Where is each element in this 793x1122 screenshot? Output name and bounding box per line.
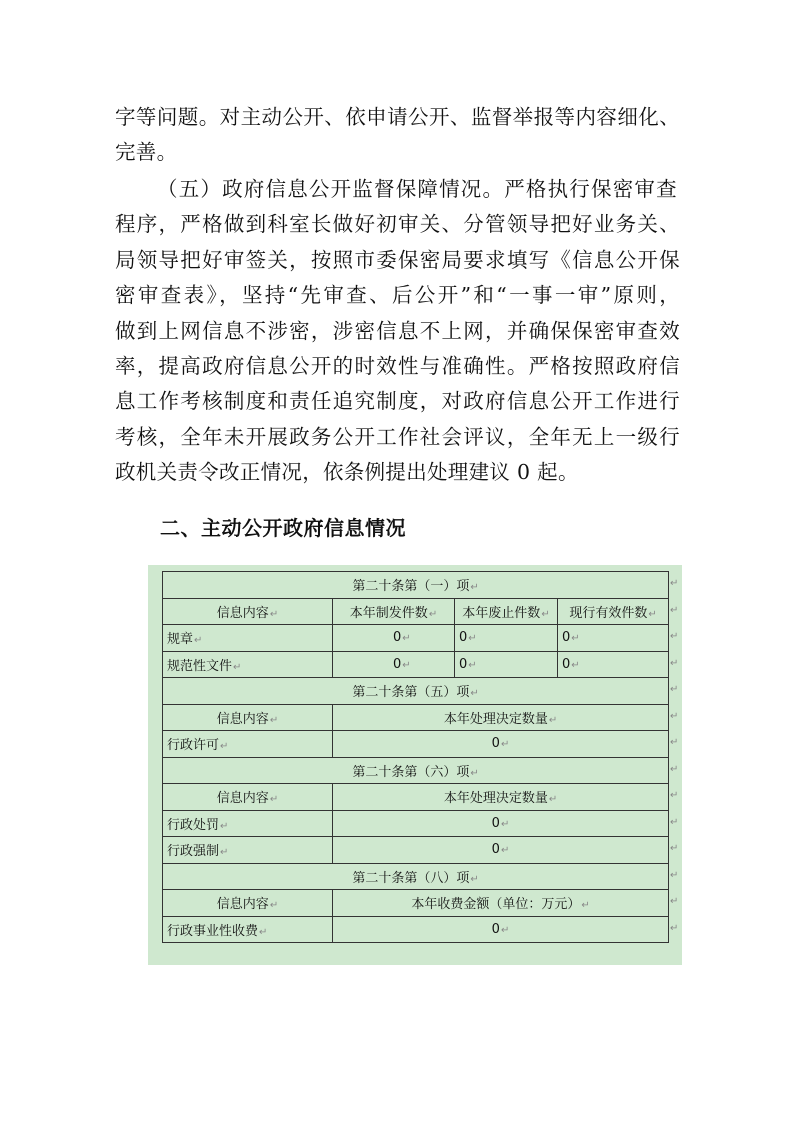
value-cell: 0↵ — [333, 731, 669, 758]
row-end-mark: ↵ — [670, 604, 679, 616]
header-row — [163, 890, 669, 917]
row-end-mark: ↵ — [670, 736, 679, 748]
header-cell: 信息内容↵ — [163, 598, 333, 625]
header-cell: 本年废止件数↵ — [455, 598, 558, 625]
value-cell: 0↵ — [455, 651, 558, 678]
text-line: 考核，全年未开展政务公开工作社会评议，全年无上一级行 — [115, 424, 680, 449]
row-label-cell: 行政强制↵ — [163, 837, 333, 864]
value-cell: 0↵ — [558, 651, 669, 678]
header-row — [163, 598, 669, 625]
row-end-mark: ↵ — [670, 630, 679, 642]
text-line: 程序，严格做到科室长做好初审关、分管领导把好业务关、 — [115, 212, 680, 237]
value-cell: 0↵ — [333, 810, 669, 837]
row-label-cell: 行政事业性收费↵ — [163, 916, 333, 943]
header-cell: 信息内容↵ — [163, 890, 333, 917]
text-line: （五）政府信息公开监督保障情况。严格执行保密审查 — [157, 177, 678, 201]
value-cell: 0↵ — [455, 625, 558, 652]
row-end-mark: ↵ — [670, 789, 679, 801]
section-title-row — [163, 757, 669, 784]
row-end-mark: ↵ — [670, 842, 679, 854]
header-cell: 信息内容↵ — [163, 784, 333, 811]
header-row — [163, 784, 669, 811]
header-cell: 本年处理决定数量↵ — [333, 784, 669, 811]
table-row — [163, 837, 669, 864]
text-line: 局领导把好审签关，按照市委保密局要求填写《信息公开保 — [115, 247, 680, 272]
table-row — [163, 625, 669, 652]
row-end-mark: ↵ — [670, 683, 679, 695]
table-row — [163, 916, 669, 943]
row-label-cell: 行政处罚↵ — [163, 810, 333, 837]
value-cell: 0↵ — [333, 625, 455, 652]
row-end-mark: ↵ — [670, 922, 679, 934]
paragraph-2 — [115, 172, 680, 491]
header-cell: 本年处理决定数量↵ — [333, 704, 669, 731]
row-label-cell: 规章↵ — [163, 625, 333, 652]
header-row — [163, 704, 669, 731]
section-title-row — [163, 678, 669, 705]
row-end-mark: ↵ — [670, 869, 679, 881]
section-title-cell: 第二十条第（五）项↵ — [163, 678, 669, 705]
text-line: 率，提高政府信息公开的时效性与准确性。严格按照政府信 — [115, 354, 680, 379]
text-line: 密审查表》，坚持“先审查、后公开”和“一事一审”原则， — [115, 283, 680, 308]
table-row — [163, 810, 669, 837]
table-row — [163, 731, 669, 758]
header-cell: 本年收费金额（单位：万元）↵ — [333, 890, 669, 917]
row-end-mark: ↵ — [670, 895, 679, 907]
value-cell: 0↵ — [558, 625, 669, 652]
header-cell: 本年制发件数↵ — [333, 598, 455, 625]
row-label-cell: 行政许可↵ — [163, 731, 333, 758]
row-end-mark: ↵ — [670, 710, 679, 722]
row-end-mark: ↵ — [670, 577, 679, 589]
section-title-cell: 第二十条第（六）项↵ — [163, 757, 669, 784]
text-line: 做到上网信息不涉密，涉密信息不上网，并确保保密审查效 — [115, 318, 680, 343]
table-row — [163, 651, 669, 678]
header-cell: 信息内容↵ — [163, 704, 333, 731]
text-line: 字等问题。对主动公开、依申请公开、监督举报等内容细化、 — [115, 105, 680, 129]
row-end-mark: ↵ — [670, 657, 679, 669]
header-cell: 现行有效件数↵ — [558, 598, 669, 625]
disclosure-table — [162, 571, 669, 943]
disclosure-table-frame — [148, 565, 682, 965]
row-end-mark: ↵ — [670, 763, 679, 775]
section-heading: 二、主动公开政府信息情况 — [160, 516, 406, 540]
text-line: 完善。 — [115, 140, 178, 165]
section-title-row — [163, 572, 669, 599]
value-cell: 0↵ — [333, 837, 669, 864]
text-line: 政机关责令改正情况，依条例提出处理建议 0 起。 — [115, 460, 579, 485]
text-line: 息工作考核制度和责任追究制度，对政府信息公开工作进行 — [115, 389, 680, 414]
section-title-cell: 第二十条第（一）项↵ — [163, 572, 669, 599]
row-label-cell: 规范性文件↵ — [163, 651, 333, 678]
row-end-mark: ↵ — [670, 816, 679, 828]
section-title-cell: 第二十条第（八）项↵ — [163, 863, 669, 890]
section-title-row — [163, 863, 669, 890]
value-cell: 0↵ — [333, 916, 669, 943]
paragraph-1 — [115, 100, 680, 171]
value-cell: 0↵ — [333, 651, 455, 678]
